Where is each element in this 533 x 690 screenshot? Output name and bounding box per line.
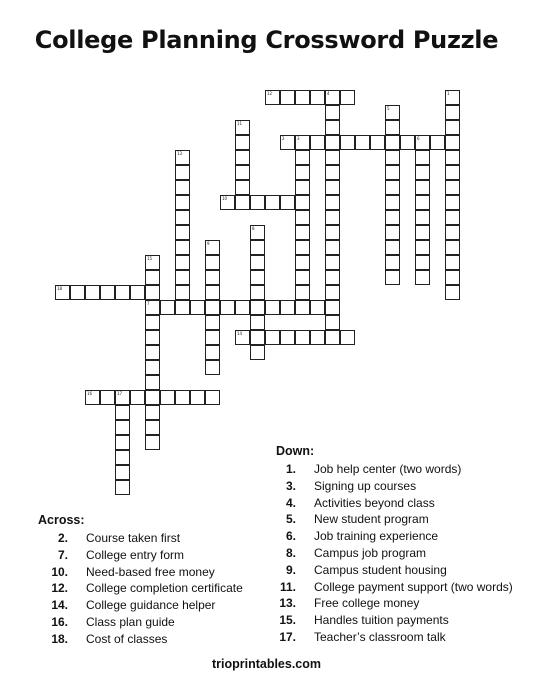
crossword-cell[interactable] (220, 195, 235, 210)
crossword-cell[interactable] (235, 330, 250, 345)
crossword-cell[interactable] (205, 360, 220, 375)
crossword-cell[interactable] (445, 120, 460, 135)
crossword-cell[interactable] (295, 180, 310, 195)
crossword-cell[interactable] (115, 390, 130, 405)
clue-number: 11. (279, 579, 296, 594)
crossword-cell[interactable] (145, 270, 160, 285)
clue-number: 4. (285, 495, 296, 510)
crossword-cell[interactable] (250, 240, 265, 255)
clue-text: Job training experience (314, 529, 439, 544)
clue-text: Handles tuition payments (314, 613, 449, 628)
clue-item (276, 579, 513, 596)
down-clues (276, 444, 513, 646)
crossword-cell[interactable] (145, 330, 160, 345)
crossword-cell[interactable] (445, 225, 460, 240)
crossword-cell[interactable] (265, 300, 280, 315)
crossword-cell[interactable] (445, 210, 460, 225)
crossword-cell[interactable] (115, 450, 130, 465)
crossword-cell[interactable] (310, 330, 325, 345)
clue-item (38, 530, 243, 547)
clue-number: 17. (279, 629, 296, 644)
crossword-cell[interactable] (325, 135, 340, 150)
crossword-cell[interactable] (295, 150, 310, 165)
clue-number: 12. (51, 581, 68, 596)
crossword-cell[interactable] (385, 195, 400, 210)
crossword-cell[interactable] (250, 270, 265, 285)
cell-number: 1 (447, 91, 450, 96)
crossword-cell[interactable] (175, 300, 190, 315)
crossword-cell[interactable] (115, 285, 130, 300)
crossword-cell[interactable] (115, 420, 130, 435)
crossword-cell[interactable] (145, 420, 160, 435)
crossword-cell[interactable] (175, 210, 190, 225)
crossword-cell[interactable] (415, 180, 430, 195)
crossword-cell[interactable] (250, 255, 265, 270)
crossword-cell[interactable] (385, 105, 400, 120)
cell-number: 4 (327, 91, 330, 96)
crossword-cell[interactable] (295, 285, 310, 300)
page-title: College Planning Crossword Puzzle (34, 26, 499, 54)
crossword-cell[interactable] (175, 240, 190, 255)
crossword-cell[interactable] (445, 105, 460, 120)
crossword-cell[interactable] (280, 135, 295, 150)
crossword-cell[interactable] (310, 135, 325, 150)
crossword-cell[interactable] (145, 315, 160, 330)
crossword-cell[interactable] (325, 105, 340, 120)
crossword-cell[interactable] (295, 210, 310, 225)
clue-number: 14. (51, 598, 68, 613)
crossword-cell[interactable] (325, 315, 340, 330)
crossword-cell[interactable] (370, 135, 385, 150)
crossword-cell[interactable] (250, 330, 265, 345)
crossword-cell[interactable] (445, 270, 460, 285)
cell-number: 12 (267, 91, 273, 96)
cell-number: 15 (147, 256, 153, 261)
crossword-cell[interactable] (265, 195, 280, 210)
clue-item (38, 614, 243, 631)
clue-text: Free college money (314, 596, 420, 611)
crossword-cell[interactable] (175, 225, 190, 240)
crossword-cell[interactable] (235, 300, 250, 315)
crossword-cell[interactable] (250, 300, 265, 315)
crossword-cell[interactable] (325, 255, 340, 270)
crossword-cell[interactable] (145, 345, 160, 360)
cell-number: 3 (297, 136, 300, 141)
clue-item (38, 631, 243, 648)
clue-number: 9. (285, 562, 296, 577)
crossword-cell[interactable] (205, 345, 220, 360)
clue-text: New student program (314, 512, 429, 527)
crossword-cell[interactable] (100, 390, 115, 405)
crossword-cell[interactable] (415, 255, 430, 270)
crossword-cell[interactable] (325, 300, 340, 315)
crossword-cell[interactable] (325, 180, 340, 195)
crossword-cell[interactable] (175, 285, 190, 300)
crossword-cell[interactable] (235, 120, 250, 135)
crossword-cell[interactable] (115, 480, 130, 495)
down-heading: Down: (276, 444, 315, 458)
crossword-cell[interactable] (190, 390, 205, 405)
clue-item (276, 595, 513, 612)
cell-number: 5 (387, 106, 390, 111)
cell-number: 2 (282, 136, 285, 141)
crossword-cell[interactable] (385, 210, 400, 225)
clue-text: Class plan guide (86, 614, 175, 629)
clue-item (276, 528, 513, 545)
cell-number: 18 (57, 286, 63, 291)
crossword-cell[interactable] (160, 300, 175, 315)
clue-text: Teacher’s classroom talk (314, 629, 446, 644)
clue-text: Campus job program (314, 545, 427, 560)
crossword-cell[interactable] (445, 255, 460, 270)
crossword-cell[interactable] (340, 90, 355, 105)
crossword-cell[interactable] (235, 135, 250, 150)
crossword-cell[interactable] (115, 465, 130, 480)
crossword-cell[interactable] (85, 390, 100, 405)
crossword-cell[interactable] (205, 330, 220, 345)
crossword-cell[interactable] (145, 405, 160, 420)
crossword-cell[interactable] (445, 165, 460, 180)
crossword-cell[interactable] (325, 240, 340, 255)
clue-text: College guidance helper (86, 598, 216, 613)
crossword-cell[interactable] (130, 285, 145, 300)
crossword-cell[interactable] (295, 240, 310, 255)
cell-number: 17 (117, 391, 123, 396)
clue-number: 3. (285, 478, 296, 493)
crossword-cell[interactable] (100, 285, 115, 300)
across-clues (38, 513, 243, 648)
crossword-cell[interactable] (160, 390, 175, 405)
clue-number: 1. (285, 462, 296, 476)
crossword-cell[interactable] (325, 120, 340, 135)
crossword-cell[interactable] (145, 435, 160, 450)
crossword-cell[interactable] (415, 270, 430, 285)
crossword-cell[interactable] (310, 300, 325, 315)
crossword-cell[interactable] (445, 195, 460, 210)
crossword-cell[interactable] (145, 390, 160, 405)
crossword-cell[interactable] (280, 330, 295, 345)
crossword-cell[interactable] (115, 405, 130, 420)
clue-number: 7. (57, 547, 68, 562)
cell-number: 14 (237, 331, 243, 336)
clue-item (276, 511, 513, 528)
clue-text: College entry form (86, 547, 185, 562)
clue-text: Activities beyond class (314, 495, 435, 510)
crossword-cell[interactable] (115, 435, 130, 450)
clue-item (38, 597, 243, 614)
crossword-cell[interactable] (175, 390, 190, 405)
crossword-cell[interactable] (235, 165, 250, 180)
crossword-cell[interactable] (265, 90, 280, 105)
clue-item (276, 461, 513, 478)
crossword-cell[interactable] (295, 255, 310, 270)
crossword-cell[interactable] (205, 270, 220, 285)
clue-number: 5. (285, 512, 296, 527)
crossword-cell[interactable] (205, 315, 220, 330)
crossword-cell[interactable] (445, 150, 460, 165)
crossword-cell[interactable] (190, 300, 205, 315)
crossword-cell[interactable] (175, 165, 190, 180)
crossword-cell[interactable] (295, 300, 310, 315)
cell-number: 10 (222, 196, 228, 201)
crossword-cell[interactable] (265, 330, 280, 345)
crossword-cell[interactable] (430, 135, 445, 150)
crossword-cell[interactable] (385, 150, 400, 165)
cell-number: 16 (87, 391, 93, 396)
clue-number: 2. (57, 531, 68, 545)
crossword-cell[interactable] (235, 195, 250, 210)
crossword-cell[interactable] (145, 300, 160, 315)
crossword-cell[interactable] (295, 135, 310, 150)
crossword-cell[interactable] (325, 225, 340, 240)
crossword-cell[interactable] (445, 180, 460, 195)
crossword-cell[interactable] (250, 225, 265, 240)
crossword-cell[interactable] (205, 390, 220, 405)
clue-number: 15. (279, 613, 296, 628)
crossword-cell[interactable] (400, 135, 415, 150)
crossword-cell[interactable] (340, 330, 355, 345)
crossword-cell[interactable] (250, 315, 265, 330)
crossword-cell[interactable] (325, 90, 340, 105)
crossword-cell[interactable] (280, 195, 295, 210)
cell-number: 8 (252, 226, 255, 231)
clue-text: Campus student housing (314, 562, 447, 577)
crossword-cell[interactable] (175, 255, 190, 270)
crossword-cell[interactable] (145, 255, 160, 270)
crossword-cell[interactable] (205, 285, 220, 300)
crossword-cell[interactable] (325, 150, 340, 165)
clue-text: Cost of classes (86, 631, 168, 646)
clue-number: 16. (51, 614, 68, 629)
crossword-cell[interactable] (205, 255, 220, 270)
clue-number: 6. (285, 529, 296, 544)
cell-number: 7 (147, 301, 150, 306)
clue-number: 18. (51, 631, 68, 646)
clue-text: Need-based free money (86, 564, 215, 579)
clue-item (276, 629, 513, 646)
crossword-cell[interactable] (250, 345, 265, 360)
clue-item (38, 547, 243, 564)
crossword-cell[interactable] (295, 270, 310, 285)
crossword-cell[interactable] (340, 135, 355, 150)
clue-text: Course taken first (86, 531, 181, 545)
crossword-cell[interactable] (70, 285, 85, 300)
crossword-cell[interactable] (325, 330, 340, 345)
crossword-cell[interactable] (295, 165, 310, 180)
crossword-cell[interactable] (295, 195, 310, 210)
crossword-cell[interactable] (385, 135, 400, 150)
crossword-cell[interactable] (445, 90, 460, 105)
crossword-cell[interactable] (145, 360, 160, 375)
crossword-cell[interactable] (310, 90, 325, 105)
clue-text: Job help center (two words) (314, 462, 462, 476)
clue-item (276, 612, 513, 629)
cell-number: 9 (207, 241, 210, 246)
crossword-cell[interactable] (280, 90, 295, 105)
crossword-cell[interactable] (385, 180, 400, 195)
crossword-cell[interactable] (445, 285, 460, 300)
crossword-cell[interactable] (55, 285, 70, 300)
crossword-cell[interactable] (280, 300, 295, 315)
clue-text: College payment support (two words) (314, 579, 513, 594)
crossword-cell[interactable] (415, 165, 430, 180)
crossword-cell[interactable] (385, 120, 400, 135)
clue-item (276, 478, 513, 495)
clue-number: 10. (51, 564, 68, 579)
crossword-cell[interactable] (385, 255, 400, 270)
clue-item (276, 545, 513, 562)
crossword-cell[interactable] (325, 285, 340, 300)
crossword-cell[interactable] (415, 240, 430, 255)
crossword-cell[interactable] (235, 180, 250, 195)
crossword-cell[interactable] (130, 390, 145, 405)
clue-text: Signing up courses (314, 478, 417, 493)
crossword-cell[interactable] (220, 300, 235, 315)
clue-number: 13. (279, 596, 296, 611)
crossword-cell[interactable] (235, 150, 250, 165)
clue-item (38, 564, 243, 581)
crossword-cell[interactable] (445, 240, 460, 255)
crossword-cell[interactable] (355, 135, 370, 150)
crossword-cell[interactable] (175, 180, 190, 195)
crossword-cell[interactable] (325, 165, 340, 180)
crossword-cell[interactable] (415, 135, 430, 150)
clue-number: 8. (285, 545, 296, 560)
crossword-cell[interactable] (415, 150, 430, 165)
crossword-cell[interactable] (325, 210, 340, 225)
across-heading: Across: (38, 513, 85, 527)
clue-text: College completion certificate (86, 581, 243, 596)
crossword-cell[interactable] (415, 195, 430, 210)
crossword-cell[interactable] (295, 90, 310, 105)
crossword-cell[interactable] (385, 240, 400, 255)
clue-item (276, 562, 513, 579)
cell-number: 13 (177, 151, 183, 156)
cell-number: 11 (237, 121, 243, 126)
crossword-cell[interactable] (445, 135, 460, 150)
crossword-cell[interactable] (385, 165, 400, 180)
crossword-cell[interactable] (295, 330, 310, 345)
crossword-cell[interactable] (385, 225, 400, 240)
crossword-cell[interactable] (205, 240, 220, 255)
cell-number: 6 (417, 136, 420, 141)
footer-site: trioprintables.com (211, 657, 322, 671)
crossword-cell[interactable] (205, 300, 220, 315)
clue-item (276, 495, 513, 512)
crossword-cell[interactable] (145, 285, 160, 300)
crossword-cell[interactable] (145, 375, 160, 390)
crossword-cell[interactable] (385, 270, 400, 285)
crossword-cell[interactable] (175, 150, 190, 165)
crossword-cell[interactable] (325, 270, 340, 285)
crossword-cell[interactable] (415, 225, 430, 240)
crossword-cell[interactable] (175, 270, 190, 285)
crossword-cell[interactable] (325, 195, 340, 210)
crossword-cell[interactable] (415, 210, 430, 225)
crossword-cell[interactable] (175, 195, 190, 210)
crossword-cell[interactable] (250, 285, 265, 300)
crossword-cell[interactable] (295, 225, 310, 240)
crossword-cell[interactable] (85, 285, 100, 300)
clue-item (38, 580, 243, 597)
crossword-cell[interactable] (250, 195, 265, 210)
